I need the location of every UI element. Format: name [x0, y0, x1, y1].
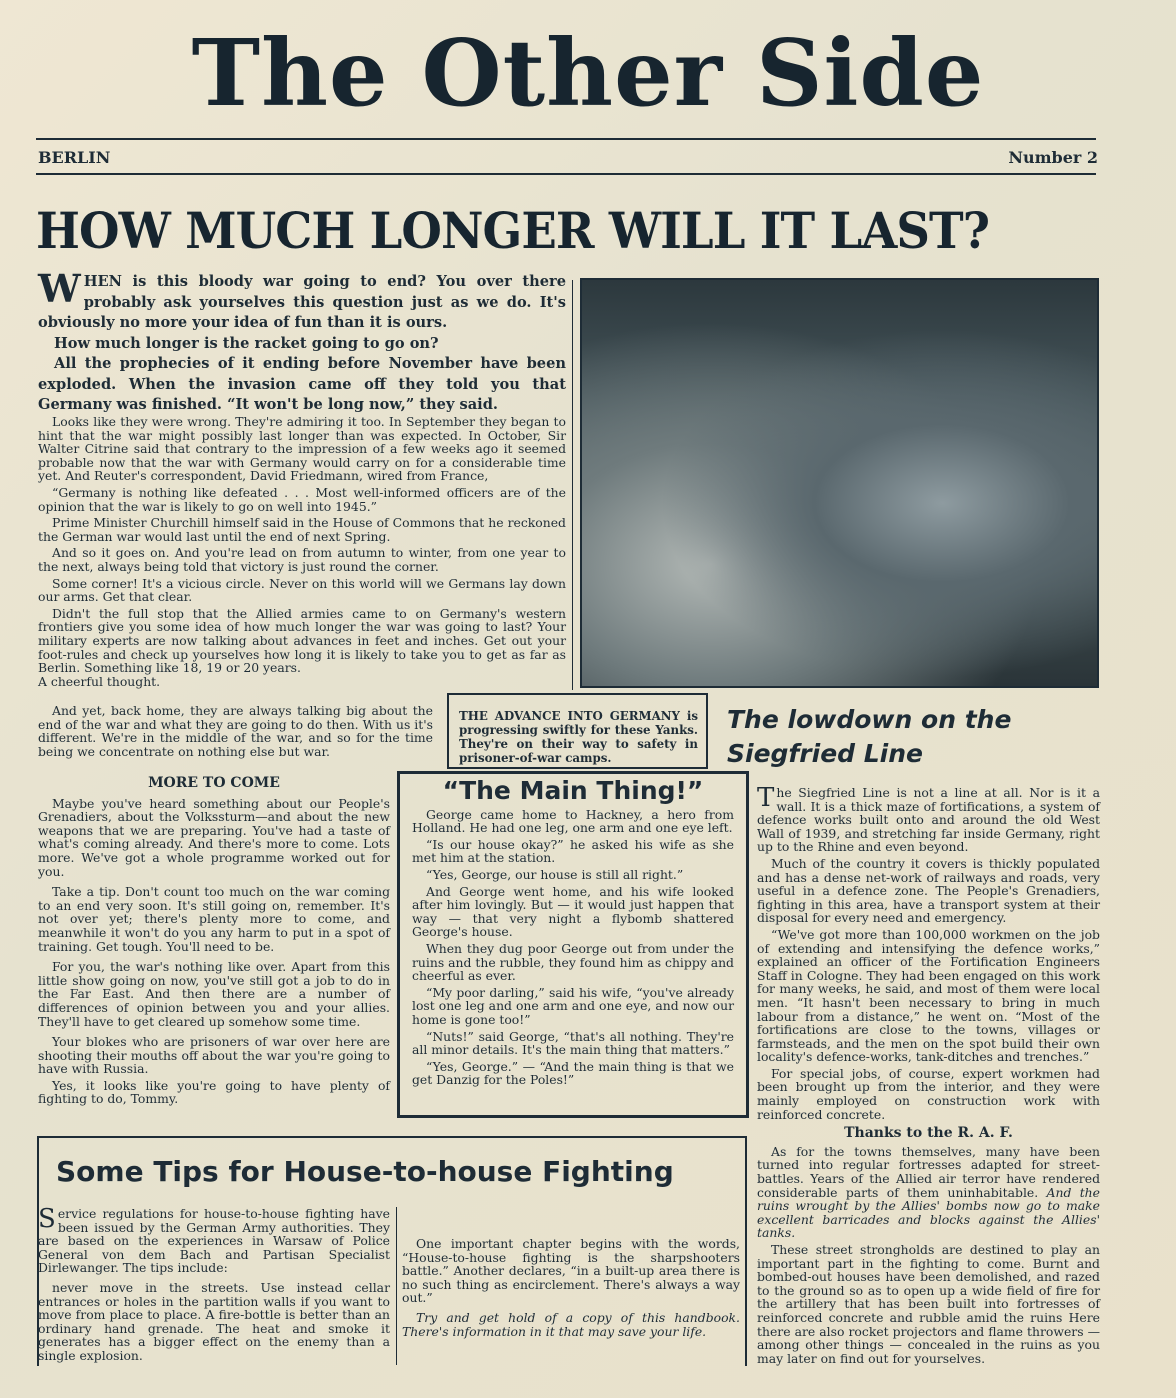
article-paragraph: Yes, it looks like you're going to have plenty of fighting to do, Tommy. [38, 1077, 390, 1107]
column-rule [572, 280, 573, 690]
photo-soldiers-marching [580, 278, 1099, 688]
article-paragraph: never move in the streets. Use instead cellar entrances or holes in the partition walls if you want to move from place to place. A fire-bottle is better than an ordinary hand grenade. The heat and smoke it generates has a bigger effect on the enemy than a single explosion. [38, 1279, 390, 1363]
article-paragraph-italic: Try and get hold of a copy of this handbook. There's information in it that may save your life. [402, 1309, 740, 1339]
main-headline: HOW MUCH LONGER WILL IT LAST? [36, 201, 990, 260]
section-heading: Thanks to the R. A. F. [844, 1125, 1013, 1142]
article-paragraph: Much of the country it covers is thickly populated and has a dense net-work of railways and roads, very useful in a defence zone. The People's Grenadiers, fighting in this area, have a transport system at their disposal for every need and emergency. [757, 855, 1100, 926]
column-rule [396, 1207, 397, 1365]
main-thing-box [397, 771, 749, 1118]
siegfried-title-line: Siegfried Line [727, 739, 924, 768]
article-paragraph: Didn't the full stop that the Allied armies came to on Germany's western frontiers give you some idea of how much longer the war was going to last? Your military experts are now talking about advances in feet and inches. Get out your foot-rules and check up yourselves how long it is likely to take you to get as far as Berlin. Something like 18, 19 or 20 years. [38, 605, 566, 676]
more-to-come-section [38, 777, 390, 1109]
article-paragraph: Prime Minister Churchill himself said in the House of Commons that he reckoned the German war would last until the end of next Spring. [38, 515, 566, 544]
dateline-city: BERLIN [38, 148, 111, 167]
article-paragraph: And George went home, and his wife looked after him lovingly. But — it would just happen that way — that very night a flybomb shattered George's house. [412, 883, 734, 940]
article-text: he Siegfried Line is not a line at all. Nor is it a wall. It is a thick maze of fortifications, a system of defence works built onto and around the old West Wall of 1939, and stretching far inside Germany, right up to the Rhine and even beyond. [757, 785, 1100, 855]
lead-paragraphs [38, 266, 566, 416]
siegfried-headline [727, 703, 1107, 771]
article-paragraph: “Yes, George.” — “And the main thing is that we get Danzig for the Poles!” [412, 1058, 734, 1088]
article-paragraph: Your blokes who are prisoners of war over here are shooting their mouths off about the war you're going to have with Russia. [38, 1034, 390, 1077]
article-paragraph: For special jobs, of course, expert workmen had been brought up from the interior, and they were mainly employed on construction work with reinforced concrete. [757, 1065, 1100, 1122]
article-paragraph: These street strongholds are destined to play an important part in the fighting to come. Burnt and bombed-out houses have been demolished, and razed to the ground so as to open up a wide field of fire for the artillery that has been built into fortresses of reinforced concrete and rubble amid the ruins Here there are also rocket projectors and flame throwers — among other things — concealed in the ruins as you may later on find out for yourselves. [757, 1242, 1100, 1366]
drop-cap: W [38, 266, 81, 311]
article-paragraph: “Is our house okay?” he asked his wife as she met him at the station. [412, 836, 734, 866]
main-article-continued [38, 704, 433, 761]
lead-text: How much longer is the racket going to go on? [54, 334, 439, 352]
article-paragraph: “We've got more than 100,000 workmen on the job of extending and intensifying the defence works,” explained an officer of the Fortification Engineers Staff in Cologne. They had been engaged on this work for many weeks, he said, and most of them were local men. “It hasn't been necessary to bring in much labour from a distance,” he went on. “Most of the fortifications are close to the towns, villages or farmsteads, and the men on the spot build their own locality's defence-works, tank-ditches and trenches.” [757, 926, 1100, 1065]
tips-column-2 [402, 1207, 740, 1341]
issue-number: Number 2 [1008, 148, 1098, 167]
article-text: ervice regulations for house-to-house fighting have been issued by the German Army authorities. They are based on the experiences in Warsaw of Police General von dem Bach and Partisan Specialist Dirlewanger. The tips include: [38, 1206, 390, 1276]
article-paragraph: “My poor darling,” said his wife, “you've already lost one leg and one arm and one eye, and now our home is gone too!” [412, 984, 734, 1027]
lead-text: All the prophecies of it ending before November have been exploded. When the invasion came off they told you that Germany was finished. “It won't be long now,” they said. [38, 355, 566, 413]
caption-lead: THE ADVANCE INTO GERMANY [459, 709, 680, 723]
divider [36, 173, 1096, 175]
drop-cap: S [38, 1204, 56, 1234]
article-paragraph: For you, the war's nothing like over. Apart from this little show going on now, you've still got a job to do in the Far East. And then there are a number of differences of opinion between you and your allies. They'll have to get cleared up somehow some time. [38, 959, 390, 1029]
article-paragraph: A cheerful thought. [38, 673, 161, 689]
article-paragraph: George came home to Hackney, a hero from Holland. He had one leg, one arm and one eye left. [412, 806, 734, 836]
article-paragraph: “Yes, George, our house is still all right.” [426, 866, 684, 882]
article-paragraph: And yet, back home, they are always talking big about the end of the war and what they are going to do then. With us it's different. We're in the middle of the war, and so for the time being we concentrate on nothing else but war. [38, 703, 433, 759]
article-paragraph: And so it goes on. And you're lead on from autumn to winter, from one year to the next, always being told that victory is just round the corner. [38, 545, 566, 574]
article-paragraph: “Germany is nothing like defeated . . . Most well-informed officers are of the opinion that the war is likely to go on well into 1945.” [38, 484, 566, 514]
tips-column-1 [38, 1204, 390, 1366]
section-heading: MORE TO COME [148, 775, 280, 791]
article-paragraph: Looks like they were wrong. They're admiring it too. In September they began to hint that the war might possibly last longer than was expected. In October, Sir Walter Citrine said that contrary to the impression of a few weeks ago it seemed probable now that the war with Germany would carry on for a considerable time yet. And Reuter's correspondent, David Friedmann, wired from France, [38, 414, 566, 484]
article-paragraph: Take a tip. Don't count too much on the war coming to an end very soon. It's still going on, remember. It's not over yet; there's plenty more to come, and meanwhile it won't do you any harm to put in a spot of training. Get tough. You'll need to be. [38, 884, 390, 954]
photo-caption [447, 693, 708, 769]
article-paragraph: One important chapter begins with the words, “House-to-house fighting is the sharpshooters battle.” Another declares, “in a built-up area there is no such thing as encirclement. There's always a way out.” [402, 1236, 740, 1306]
tips-title: Some Tips for House-to-house Fighting [56, 1155, 674, 1188]
caption-text: is progressing swiftly for these Yanks. They're on their way to safety in prisoner-of-war camps. [459, 709, 699, 765]
siegfried-title-line: The lowdown on the [727, 705, 1012, 734]
divider [36, 138, 1096, 140]
main-thing-title: “The Main Thing!” [442, 776, 704, 805]
lead-text: HEN is this bloody war going to end? You over there probably ask yourselves this question just as we do. It's obviously no more your idea of fun than it is ours. [38, 273, 566, 331]
drop-cap: T [757, 783, 775, 813]
article-paragraph: Maybe you've heard something about our People's Grenadiers, about the Volkssturm—and about the new weapons that we are preparing. You've had a taste of what's coming already. And there's more to come. Lots more. We've got a whole programme worked out for you. [38, 795, 390, 879]
article-paragraph: “Nuts!” said George, “that's all nothing. They're all minor details. It's the main thing that matters.” [412, 1028, 734, 1058]
siegfried-article [757, 783, 1100, 1368]
article-text-italic: And the ruins wrought by the Allies' bombs now go to make excellent barricades and blocks against the Allies' tanks. [757, 1184, 1100, 1241]
article-paragraph: When they dug poor George out from under the ruins and the rubble, they found him as chippy and cheerful as ever. [412, 940, 734, 984]
article-paragraph: Some corner! It's a vicious circle. Never on this world will we Germans lay down our arms. Get that clear. [38, 575, 566, 605]
masthead-title: The Other Side [191, 19, 985, 127]
article-text: As for the towns themselves, many have been turned into regular fortresses adapted for street-battles. Years of the Allied air terror have rendered considerable parts of them uninhabitable. [757, 1143, 1100, 1200]
main-article [38, 415, 566, 691]
